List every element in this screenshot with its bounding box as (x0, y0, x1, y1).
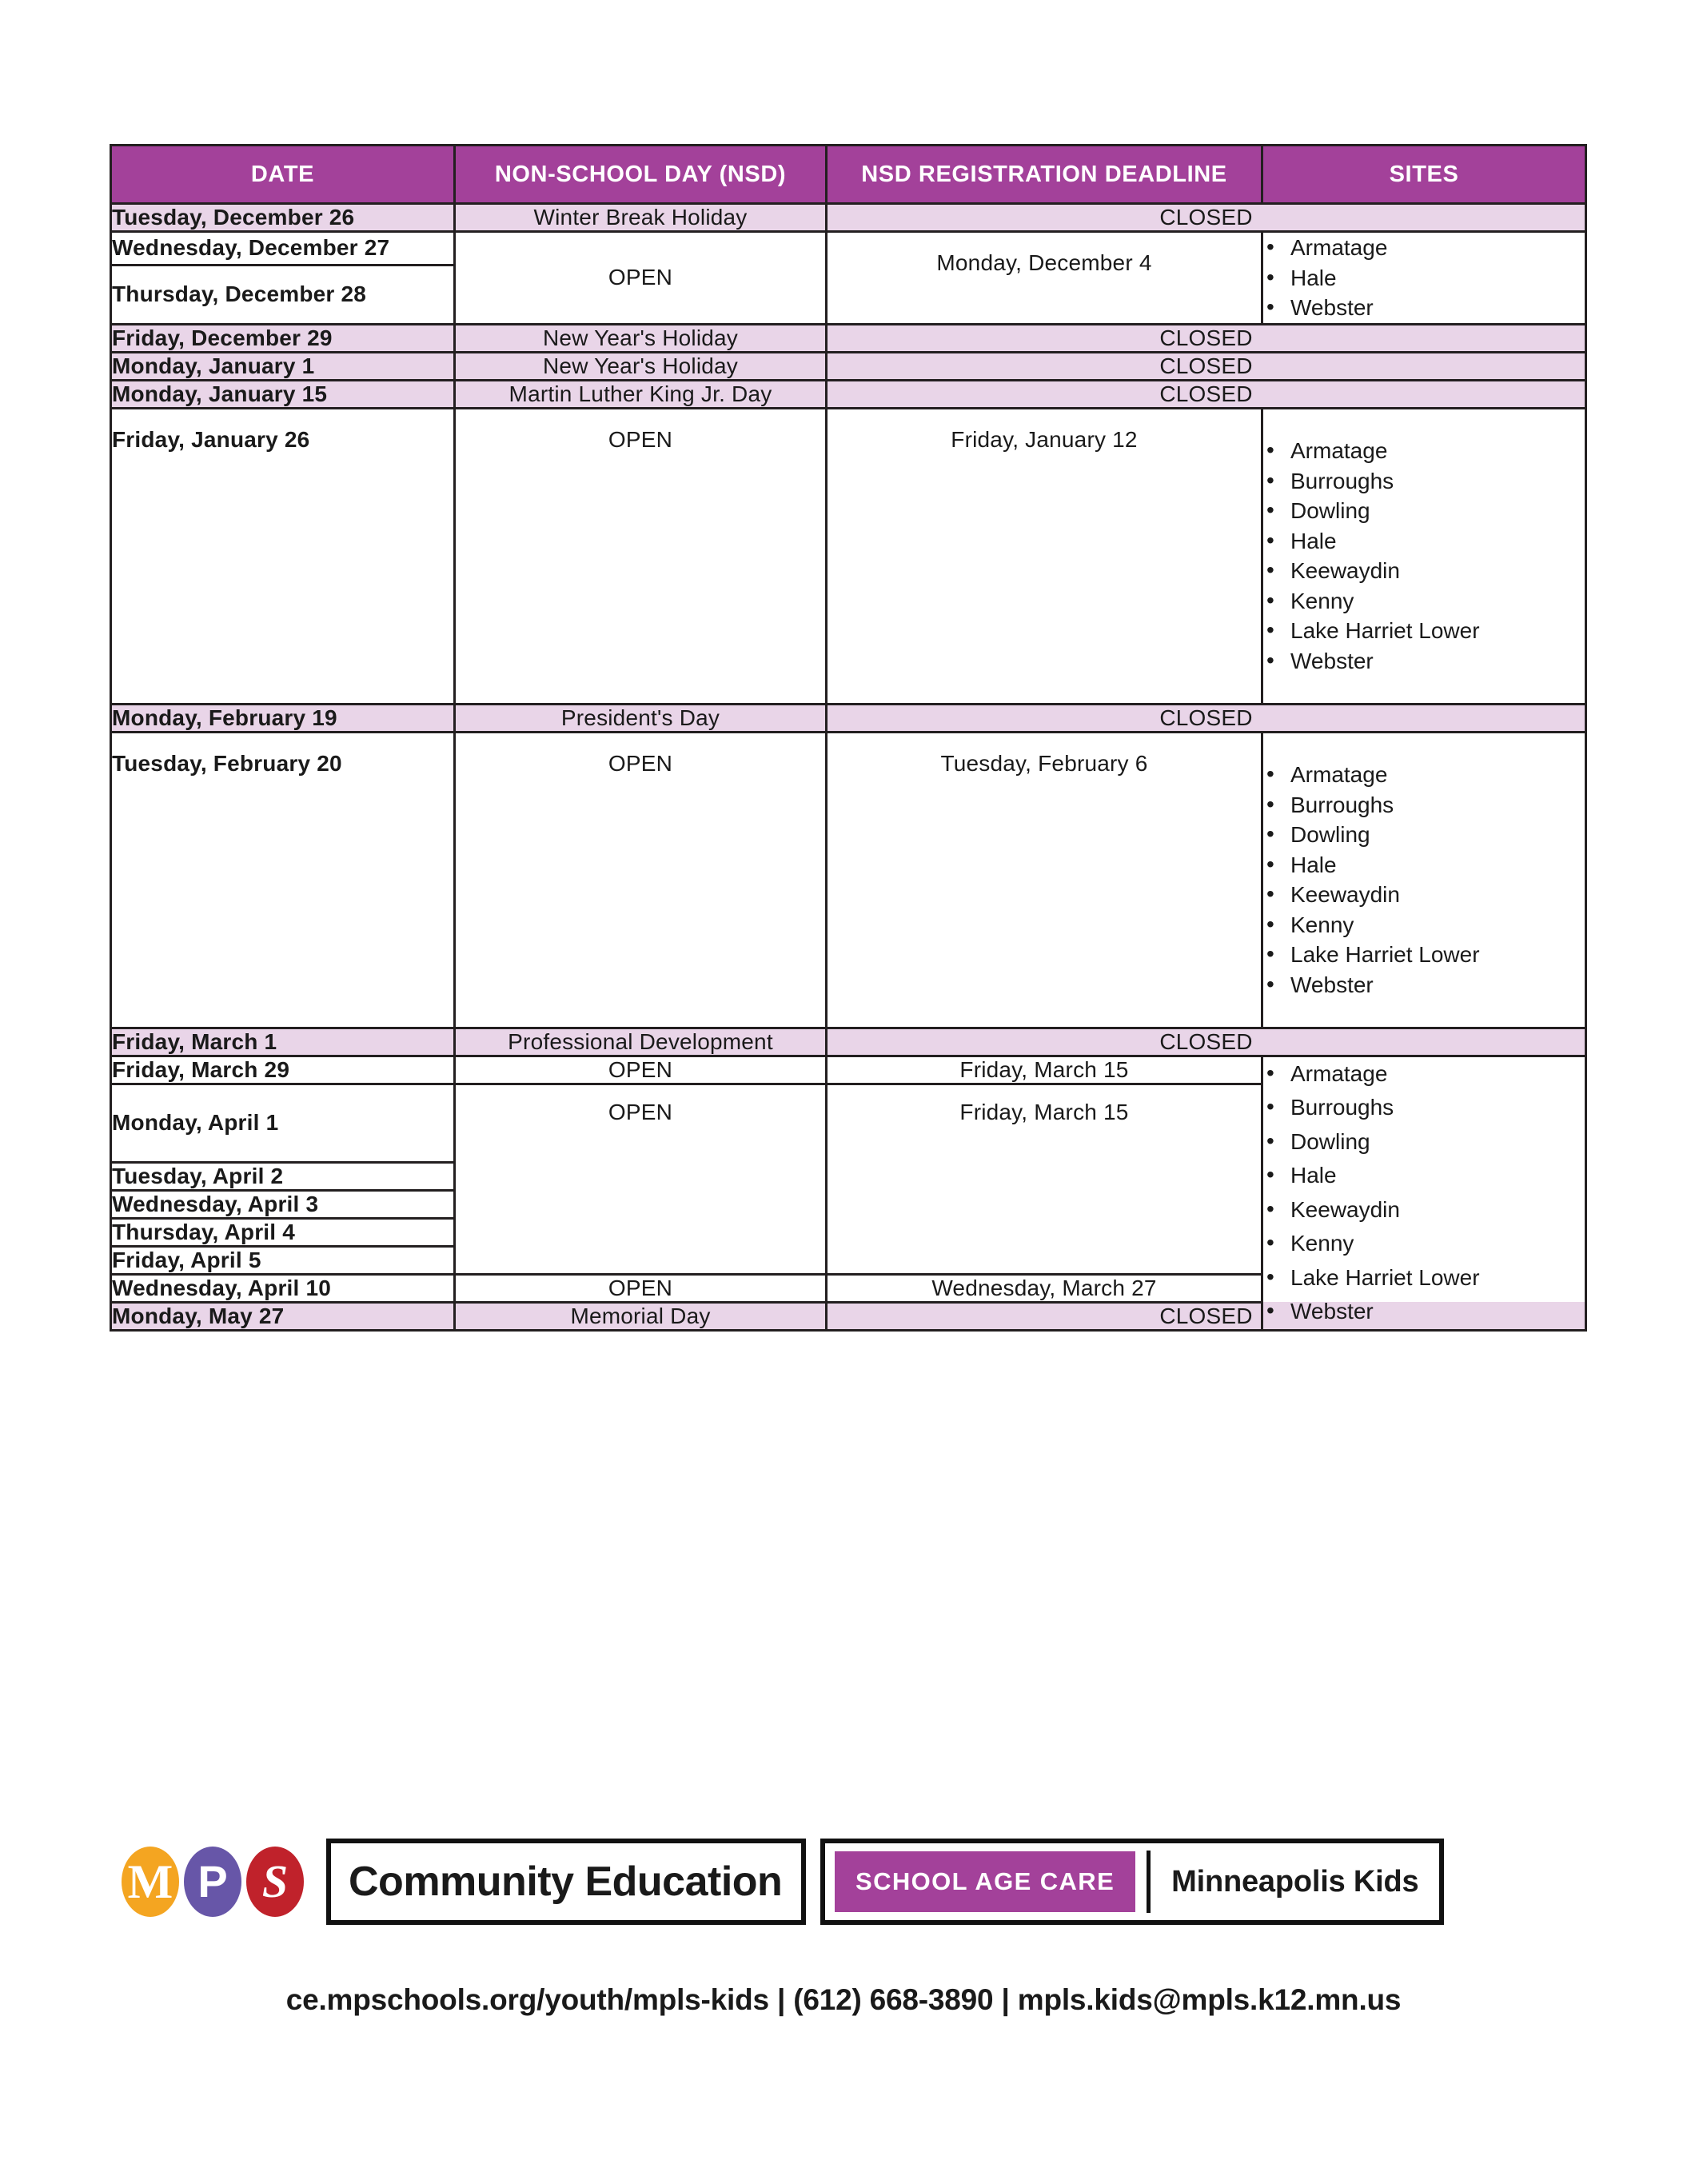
cell-date: Wednesday, April 10 (111, 1274, 455, 1302)
cell-date: Friday, January 26 (111, 408, 455, 704)
community-education-label: Community Education (349, 1859, 783, 1905)
table-row (111, 408, 1586, 704)
cell-nsd: New Year's Holiday (455, 324, 827, 352)
community-education-badge (326, 1839, 806, 1925)
cell-deadline-closed: CLOSED (827, 380, 1586, 408)
sites-list (1263, 436, 1585, 676)
cell-deadline-closed: CLOSED (827, 324, 1586, 352)
table-row (111, 204, 1586, 232)
cell-nsd: New Year's Holiday (455, 352, 827, 380)
cell-date: Wednesday, December 27 (111, 232, 455, 266)
sites-list (1263, 233, 1585, 323)
site-list-item: • Dowling (1263, 496, 1585, 526)
table-row (111, 232, 1586, 266)
column-header-non-school-day: NON-SCHOOL DAY (NSD) (455, 146, 827, 204)
mps-p-circle-icon: P (184, 1847, 241, 1917)
cell-date: Friday, March 1 (111, 1028, 455, 1056)
cell-date: Thursday, December 28 (111, 265, 455, 324)
site-list-item: • Hale (1263, 526, 1585, 557)
cell-sites (1262, 1056, 1586, 1330)
site-list-item: • Keewaydin (1263, 556, 1585, 586)
nsd-calendar-table-wrapper (110, 144, 1585, 1332)
cell-date: Monday, January 1 (111, 352, 455, 380)
cell-date: Monday, January 15 (111, 380, 455, 408)
cell-date: Tuesday, December 26 (111, 204, 455, 232)
site-list-item: • Lake Harriet Lower (1263, 940, 1585, 970)
cell-nsd: OPEN (455, 1056, 827, 1084)
cell-deadline: Tuesday, February 6 (827, 732, 1262, 1028)
table-row (111, 704, 1586, 732)
cell-deadline: Monday, December 4 (827, 232, 1262, 325)
school-age-care-label: SCHOOL AGE CARE (835, 1851, 1135, 1912)
table-row (111, 1028, 1586, 1056)
cell-nsd: OPEN (455, 732, 827, 1028)
site-list-item: • Webster (1263, 1295, 1585, 1329)
cell-sites (1262, 732, 1586, 1028)
contact-line: ce.mpschools.org/youth/mpls-kids | (612) 668-3890 | mpls.kids@mpls.k12.mn.us (285, 1983, 1402, 2016)
cell-nsd: OPEN (455, 232, 827, 325)
column-header-date: DATE (111, 146, 455, 204)
site-list-item: • Lake Harriet Lower (1263, 616, 1585, 646)
site-list-item: • Webster (1263, 293, 1585, 323)
table-row (111, 1056, 1586, 1084)
cell-deadline-closed: CLOSED (827, 1028, 1586, 1056)
table-header (111, 146, 1586, 204)
site-list-item: • Kenny (1263, 586, 1585, 617)
site-list-item: • Keewaydin (1263, 880, 1585, 910)
cell-deadline-closed: CLOSED (827, 1302, 1586, 1330)
site-list-item: • Dowling (1263, 820, 1585, 850)
cell-date: Wednesday, April 3 (111, 1190, 455, 1218)
cell-nsd: Winter Break Holiday (455, 204, 827, 232)
cell-date: Friday, March 29 (111, 1056, 455, 1084)
footer-logo-bar (112, 1822, 1575, 1942)
nsd-calendar-table (110, 144, 1587, 1332)
cell-sites (1262, 408, 1586, 704)
site-list-item: • Burroughs (1263, 790, 1585, 820)
cell-date: Friday, April 5 (111, 1246, 455, 1274)
site-list-item: • Hale (1263, 263, 1585, 293)
cell-date: Tuesday, February 20 (111, 732, 455, 1028)
cell-date: Friday, December 29 (111, 324, 455, 352)
cell-deadline: Friday, March 15 (827, 1056, 1262, 1084)
cell-nsd: OPEN (455, 408, 827, 704)
cell-nsd: President's Day (455, 704, 827, 732)
cell-deadline: Wednesday, March 27 (827, 1274, 1262, 1302)
cell-date: Thursday, April 4 (111, 1218, 455, 1246)
cell-deadline-closed: CLOSED (827, 352, 1586, 380)
sites-list (1263, 1057, 1585, 1329)
site-list-item: • Armatage (1263, 1057, 1585, 1092)
site-list-item: • Hale (1263, 1159, 1585, 1193)
mps-s-circle-icon: S (246, 1847, 304, 1917)
site-list-item: • Kenny (1263, 1227, 1585, 1261)
site-list-item: • Kenny (1263, 910, 1585, 940)
site-list-item: • Webster (1263, 646, 1585, 677)
column-header-registration-deadline: NSD REGISTRATION DEADLINE (827, 146, 1262, 204)
cell-nsd: Professional Development (455, 1028, 827, 1056)
table-body (111, 204, 1586, 1331)
table-row (111, 732, 1586, 1028)
cell-nsd: Martin Luther King Jr. Day (455, 380, 827, 408)
sites-list (1263, 760, 1585, 1000)
mps-m-circle-icon: M (122, 1847, 179, 1917)
cell-nsd: OPEN (455, 1274, 827, 1302)
site-list-item: • Dowling (1263, 1125, 1585, 1160)
table-header-row (111, 146, 1586, 204)
minneapolis-kids-label: Minneapolis Kids (1171, 1864, 1419, 1899)
cell-deadline: Friday, January 12 (827, 408, 1262, 704)
cell-deadline-closed: CLOSED (827, 204, 1586, 232)
site-list-item: • Burroughs (1263, 1091, 1585, 1125)
table-row (111, 324, 1586, 352)
cell-date: Tuesday, April 2 (111, 1162, 455, 1190)
site-list-item: • Armatage (1263, 760, 1585, 790)
site-list-item: • Lake Harriet Lower (1263, 1261, 1585, 1296)
site-list-item: • Burroughs (1263, 466, 1585, 497)
cell-date: Monday, May 27 (111, 1302, 455, 1330)
mps-logo (122, 1847, 304, 1917)
site-list-item: • Keewaydin (1263, 1193, 1585, 1228)
site-list-item: • Hale (1263, 850, 1585, 880)
site-list-item: • Webster (1263, 970, 1585, 1000)
cell-date: Monday, February 19 (111, 704, 455, 732)
school-age-care-badge (820, 1839, 1444, 1925)
site-list-item: • Armatage (1263, 233, 1585, 263)
table-row (111, 352, 1586, 380)
table-row (111, 380, 1586, 408)
cell-date: Monday, April 1 (111, 1084, 455, 1162)
column-header-sites: SITES (1262, 146, 1586, 204)
cell-sites (1262, 232, 1586, 325)
cell-nsd: OPEN (455, 1084, 827, 1274)
cell-deadline: Friday, March 15 (827, 1084, 1262, 1274)
cell-nsd: Memorial Day (455, 1302, 827, 1330)
cell-deadline-closed: CLOSED (827, 704, 1586, 732)
site-list-item: • Armatage (1263, 436, 1585, 466)
